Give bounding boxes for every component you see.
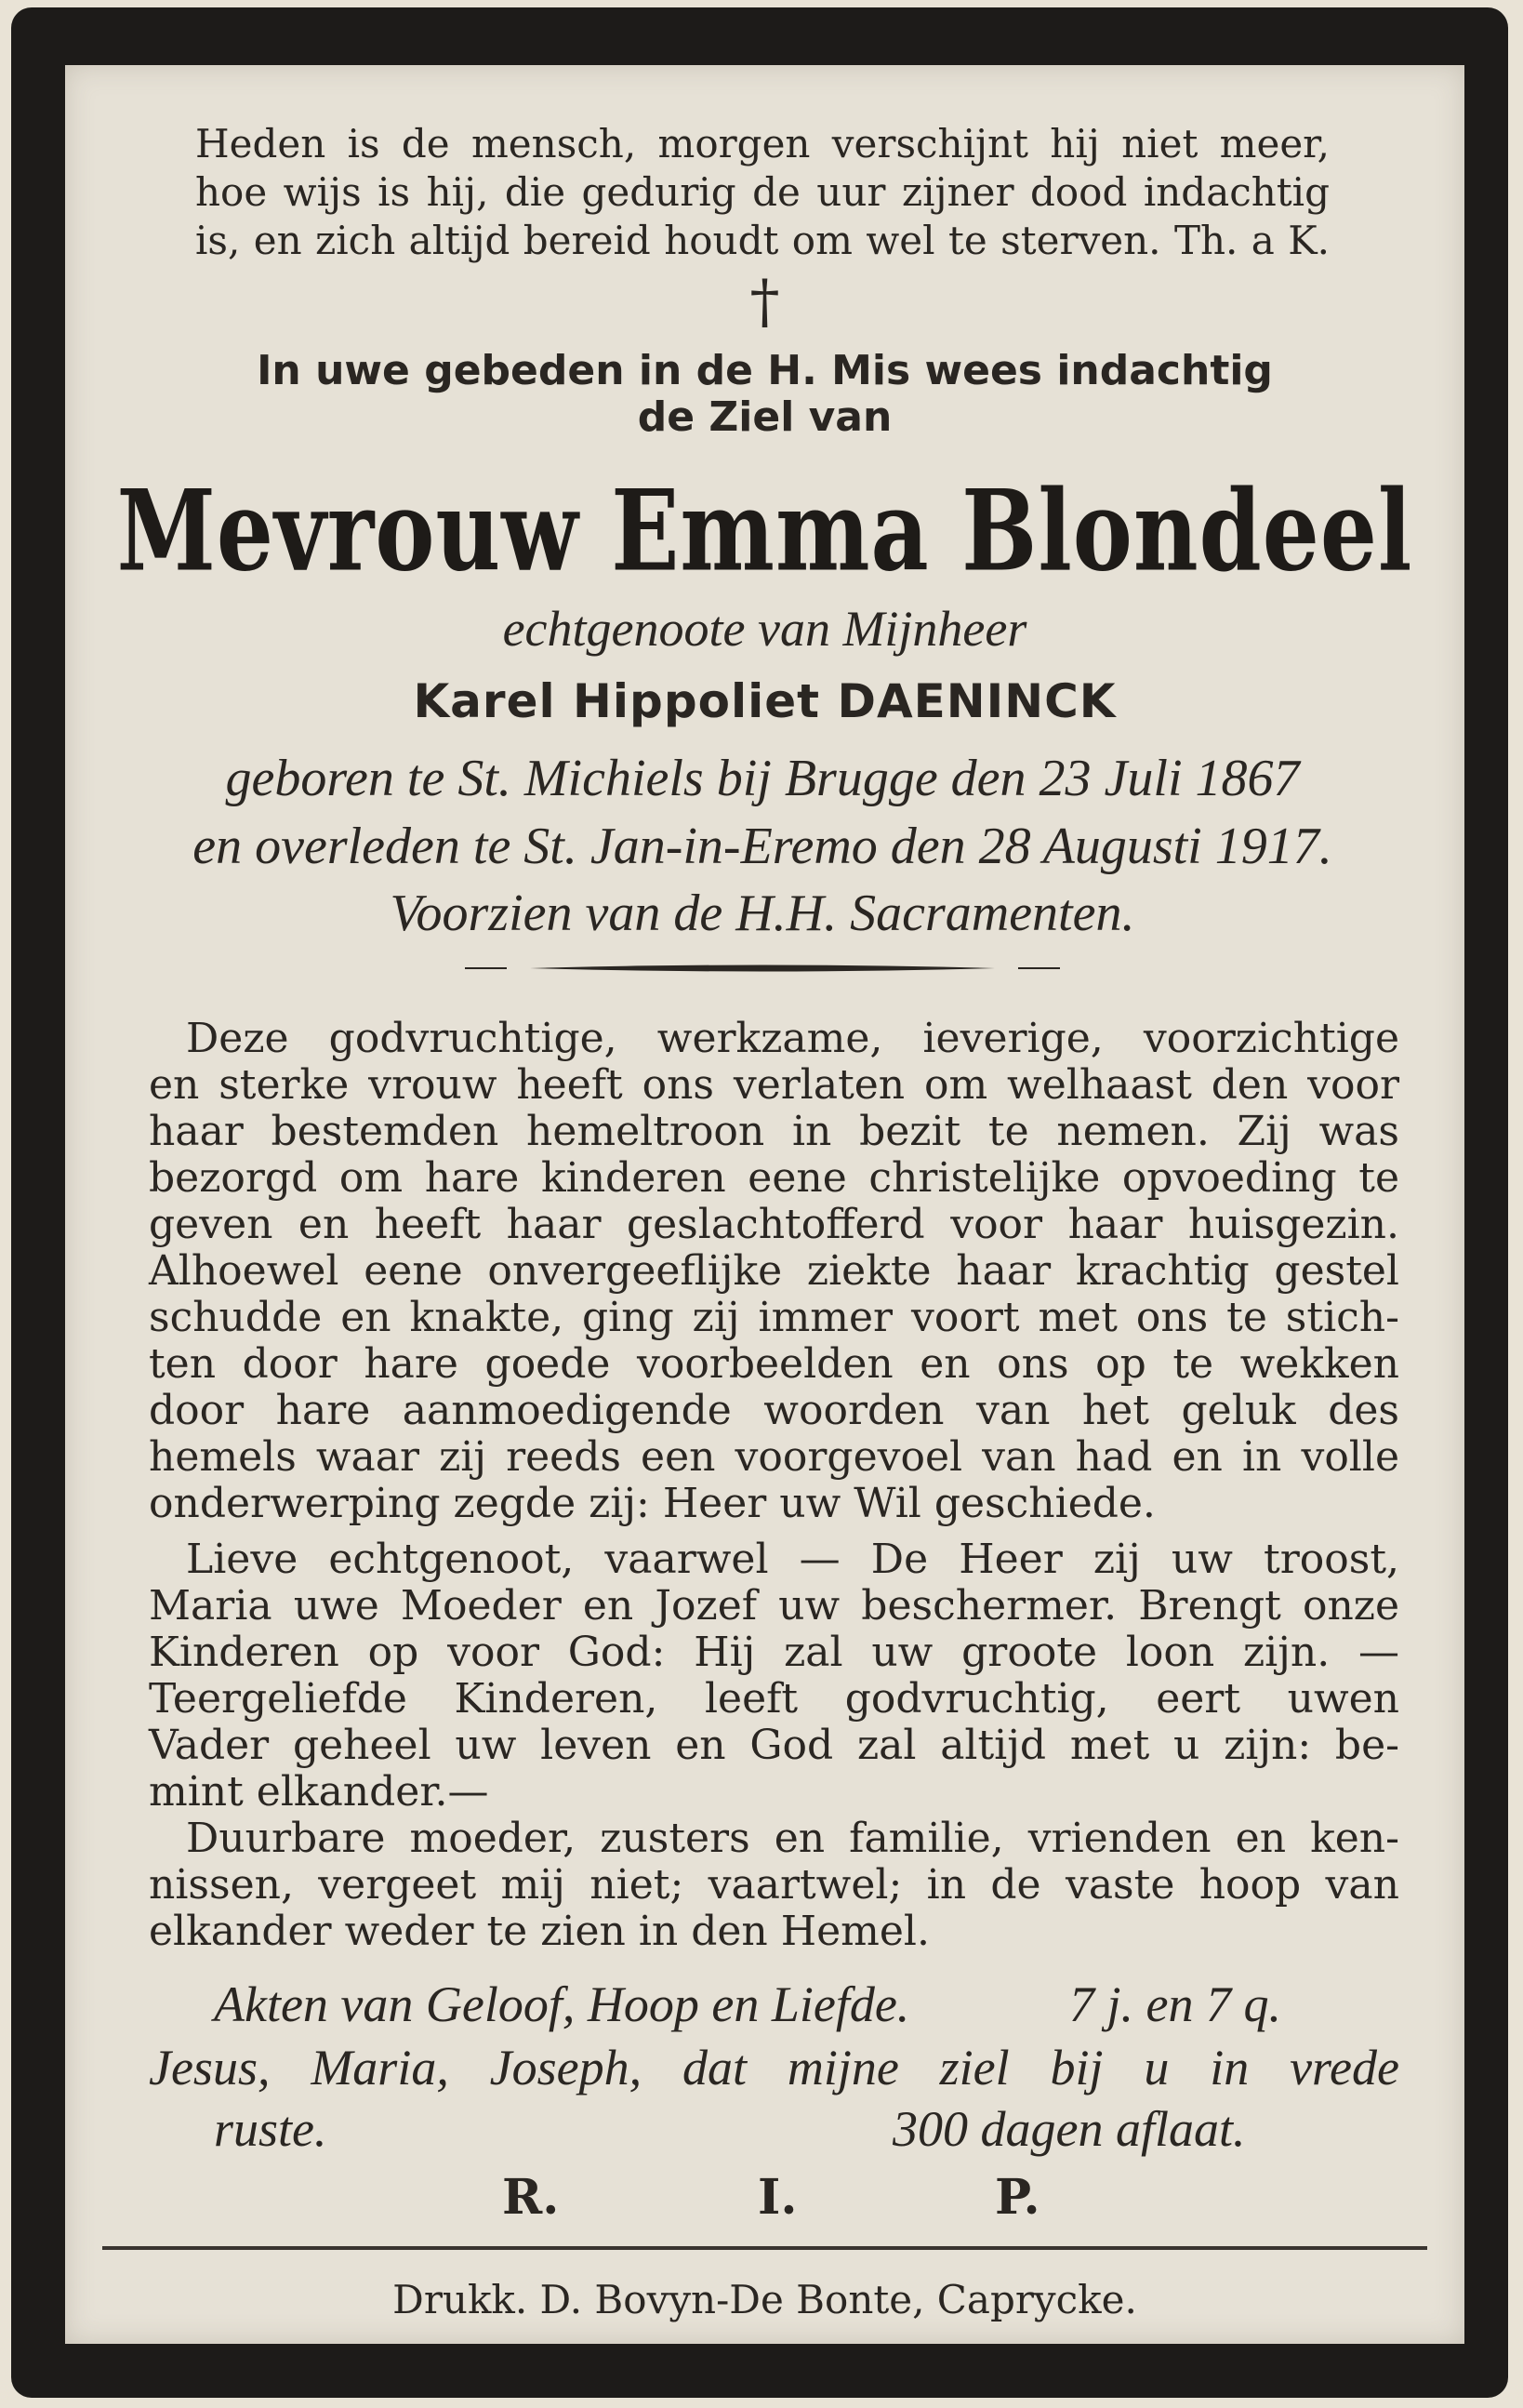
prayer-acts: Akten van Geloof, Hoop en Liefde. [214, 1976, 910, 2032]
paragraph-line: elkander weder te zien in den Hemel. [149, 1908, 930, 1955]
paragraph-line: Lieve echtgenoot, vaarwel — De Heer zij uw troost, [186, 1536, 1399, 1583]
prayer-invocation: Jesus, Maria, Joseph, dat mijne ziel bij u in vrede [149, 2040, 1399, 2095]
paragraph-line: hemels waar zij reeds een voorgevoel van had en in volle [149, 1433, 1399, 1481]
paragraph-line: Duurbare moeder, zusters en familie, vrienden en ken- [186, 1815, 1399, 1862]
paragraph-line: Maria uwe Moeder en Jozef uw beschermer. Brengt onze [149, 1582, 1399, 1630]
paragraph-line: door hare aanmoedigende woorden van het geluk des [149, 1387, 1399, 1434]
prayer-invocation-indulgence: 300 dagen aflaat. [893, 2101, 1246, 2157]
memorial-card-border [11, 7, 1508, 2398]
ornamental-divider [465, 962, 1060, 975]
cross-icon: † [749, 268, 780, 337]
paragraph-line: Deze godvruchtige, werkzame, ieverige, voorzichtige [186, 1015, 1399, 1062]
prayer-request-line: de Ziel van [637, 393, 893, 441]
quote-line: Heden is de mensch, morgen verschijnt hij niet meer, [195, 121, 1330, 166]
paragraph-line: schudde en knakte, ging zij immer voort met ons te stich- [149, 1294, 1399, 1341]
printer-credit: Drukk. D. Bovyn-De Bonte, Caprycke. [392, 2277, 1137, 2322]
paragraph-line: en sterke vrouw heeft ons verlaten om welhaast den voor [149, 1061, 1399, 1109]
death-line: en overleden te St. Jan-in-Eremo den 28 Augusti 1917. [192, 818, 1332, 875]
paragraph-line: onderwerping zegde zij: Heer uw Wil geschiede. [149, 1480, 1156, 1527]
quote-line: is, en zich altijd bereid houdt om wel te sterven. Th. a K. [195, 218, 1330, 263]
paragraph-line: bezorgd om hare kinderen eene christelijke opvoeding te [149, 1154, 1399, 1202]
paragraph-line: Kinderen op voor God: Hij zal uw groote loon zijn. — [149, 1629, 1399, 1676]
spouse-name: Karel Hippoliet DAENINCK [413, 674, 1117, 728]
paragraph-line: geven en heeft haar geslachtofferd voor haar huisgezin. [149, 1201, 1399, 1248]
footer-rule [102, 2246, 1427, 2250]
paragraph-line: Teergeliefde Kinderen, leeft godvruchtig, eert uwen [149, 1675, 1399, 1723]
prayer-request-line: In uwe gebeden in de H. Mis wees indachtig [257, 347, 1273, 394]
prayer-invocation-end: ruste. [214, 2101, 327, 2157]
quote-line: hoe wijs is hij, die gedurig de uur zijner dood indachtig [195, 169, 1330, 215]
paragraph-line: nissen, vergeet mij niet; vaartwel; in de vaste hoop van [149, 1861, 1399, 1909]
paragraph-line: Vader geheel uw leven en God zal altijd met u zijn: be- [149, 1722, 1399, 1769]
paragraph-line: haar bestemden hemeltroon in bezit te nemen. Zij was [149, 1108, 1399, 1155]
rip-letter: P. [995, 2169, 1040, 2226]
deceased-name: Mevrouw Emma Blondeel [116, 465, 1413, 597]
memorial-card-paper [65, 65, 1464, 2344]
rip-letter: R. [502, 2169, 560, 2226]
sacraments-line: Voorzien van de H.H. Sacramenten. [390, 885, 1135, 942]
paragraph-line: ten door hare goede voorbeelden en ons op te wekken [149, 1340, 1399, 1388]
paragraph-line: mint elkander.— [149, 1768, 489, 1816]
birth-line: geboren te St. Michiels bij Brugge den 23 Juli 1867 [225, 750, 1300, 807]
prayer-acts-indulgence: 7 j. en 7 q. [1069, 1976, 1281, 2032]
paragraph-line: Alhoewel eene onvergeeflijke ziekte haar krachtig gestel [149, 1247, 1399, 1295]
spouse-intro: echtgenoote van Mijnheer [502, 601, 1027, 657]
rip-letter: I. [758, 2169, 798, 2226]
